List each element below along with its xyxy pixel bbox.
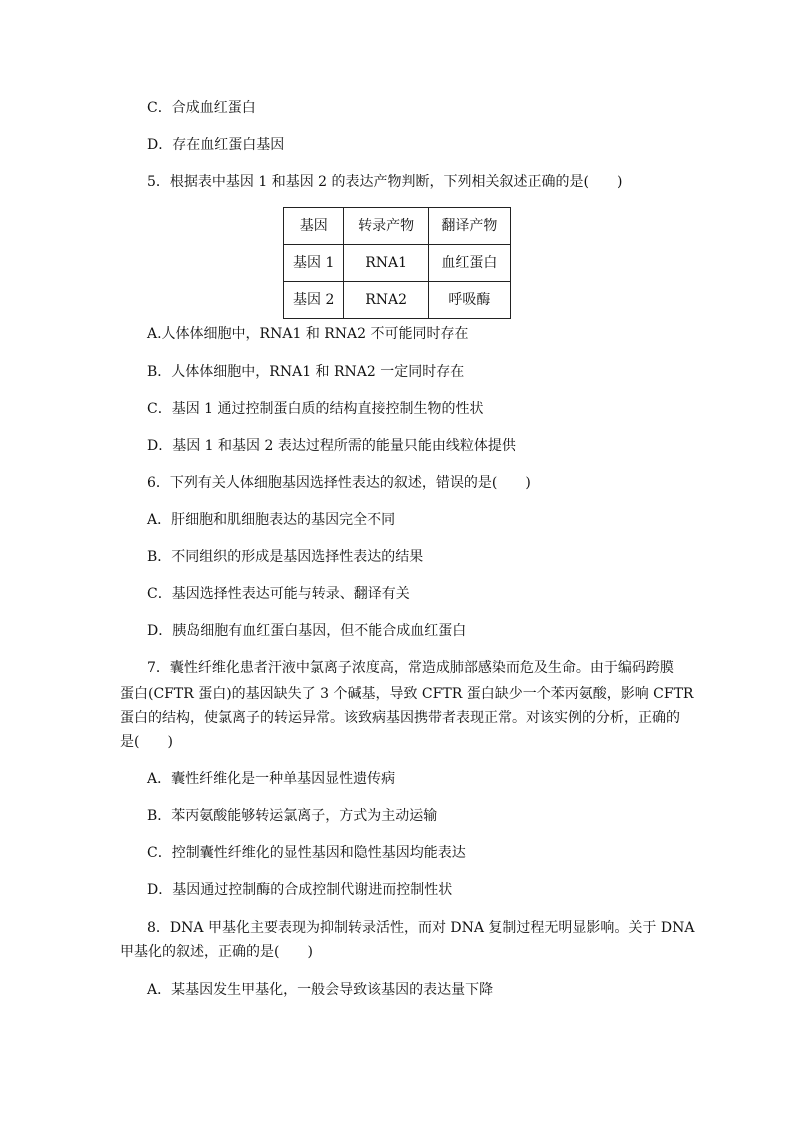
option-d-q5: D．基因 1 和基因 2 表达过程所需的能量只能由线粒体提供 (147, 438, 516, 454)
option-d-q6: D．胰岛细胞有血红蛋白基因，但不能合成血红蛋白 (147, 623, 467, 639)
table-row (284, 282, 511, 319)
question-7-stem-line-1: 7．囊性纤维化患者汗液中氯离子浓度高，常造成肺部感染而危及生命。由于编码跨膜 (147, 660, 674, 676)
question-5-stem: 5．根据表中基因 1 和基因 2 的表达产物判断，下列相关叙述正确的是( ) (147, 174, 623, 190)
option-c-q6: C．基因选择性表达可能与转录、翻译有关 (147, 586, 410, 602)
option-c-q4: C．合成血红蛋白 (147, 100, 256, 116)
table-row (284, 245, 511, 282)
table-cell: RNA1 (344, 245, 428, 282)
table-header-cell: 转录产物 (344, 208, 428, 245)
option-a-q7: A．囊性纤维化是一种单基因显性遗传病 (147, 771, 396, 787)
table-cell: RNA2 (344, 282, 428, 319)
table-header-cell: 基因 (284, 208, 344, 245)
option-b-q6: B．不同组织的形成是基因选择性表达的结果 (147, 549, 424, 565)
table-cell: 呼吸酶 (428, 282, 510, 319)
question-7-stem-line-2: 蛋白(CFTR 蛋白)的基因缺失了 3 个碱基，导致 CFTR 蛋白缺少一个苯丙氨酸，影响 CFTR (120, 686, 694, 702)
option-a-q6: A．肝细胞和肌细胞表达的基因完全不同 (147, 512, 396, 528)
question-7-stem-line-4: 是( ) (120, 734, 173, 750)
option-b-q5: B．人体体细胞中，RNA1 和 RNA2 一定同时存在 (147, 364, 465, 380)
table-cell: 血红蛋白 (428, 245, 510, 282)
option-c-q5: C．基因 1 通过控制蛋白质的结构直接控制生物的性状 (147, 401, 484, 417)
question-8-stem-line-2: 甲基化的叙述，正确的是( ) (120, 944, 313, 960)
option-a-q8: A．某基因发生甲基化，一般会导致该基因的表达量下降 (147, 982, 494, 998)
table-cell: 基因 1 (284, 245, 344, 282)
table-header-cell: 翻译产物 (428, 208, 510, 245)
question-8-stem-line-1: 8．DNA 甲基化主要表现为抑制转录活性，而对 DNA 复制过程无明显影响。关于 DNA (147, 920, 695, 936)
table-header-row (284, 208, 511, 245)
option-d-q4: D．存在血红蛋白基因 (147, 137, 285, 153)
question-7-stem-line-3: 蛋白的结构，使氯离子的转运异常。该致病基因携带者表现正常。对该实例的分析，正确的 (120, 710, 680, 726)
question-6-stem: 6．下列有关人体细胞基因选择性表达的叙述，错误的是( ) (147, 475, 531, 491)
option-c-q7: C．控制囊性纤维化的显性基因和隐性基因均能表达 (147, 845, 466, 861)
table-cell: 基因 2 (284, 282, 344, 319)
option-b-q7: B．苯丙氨酸能够转运氯离子，方式为主动运输 (147, 808, 438, 824)
option-d-q7: D．基因通过控制酶的合成控制代谢进而控制性状 (147, 882, 453, 898)
gene-expression-table (283, 207, 511, 319)
option-a-q5: A.人体体细胞中，RNA1 和 RNA2 不可能同时存在 (147, 326, 469, 342)
